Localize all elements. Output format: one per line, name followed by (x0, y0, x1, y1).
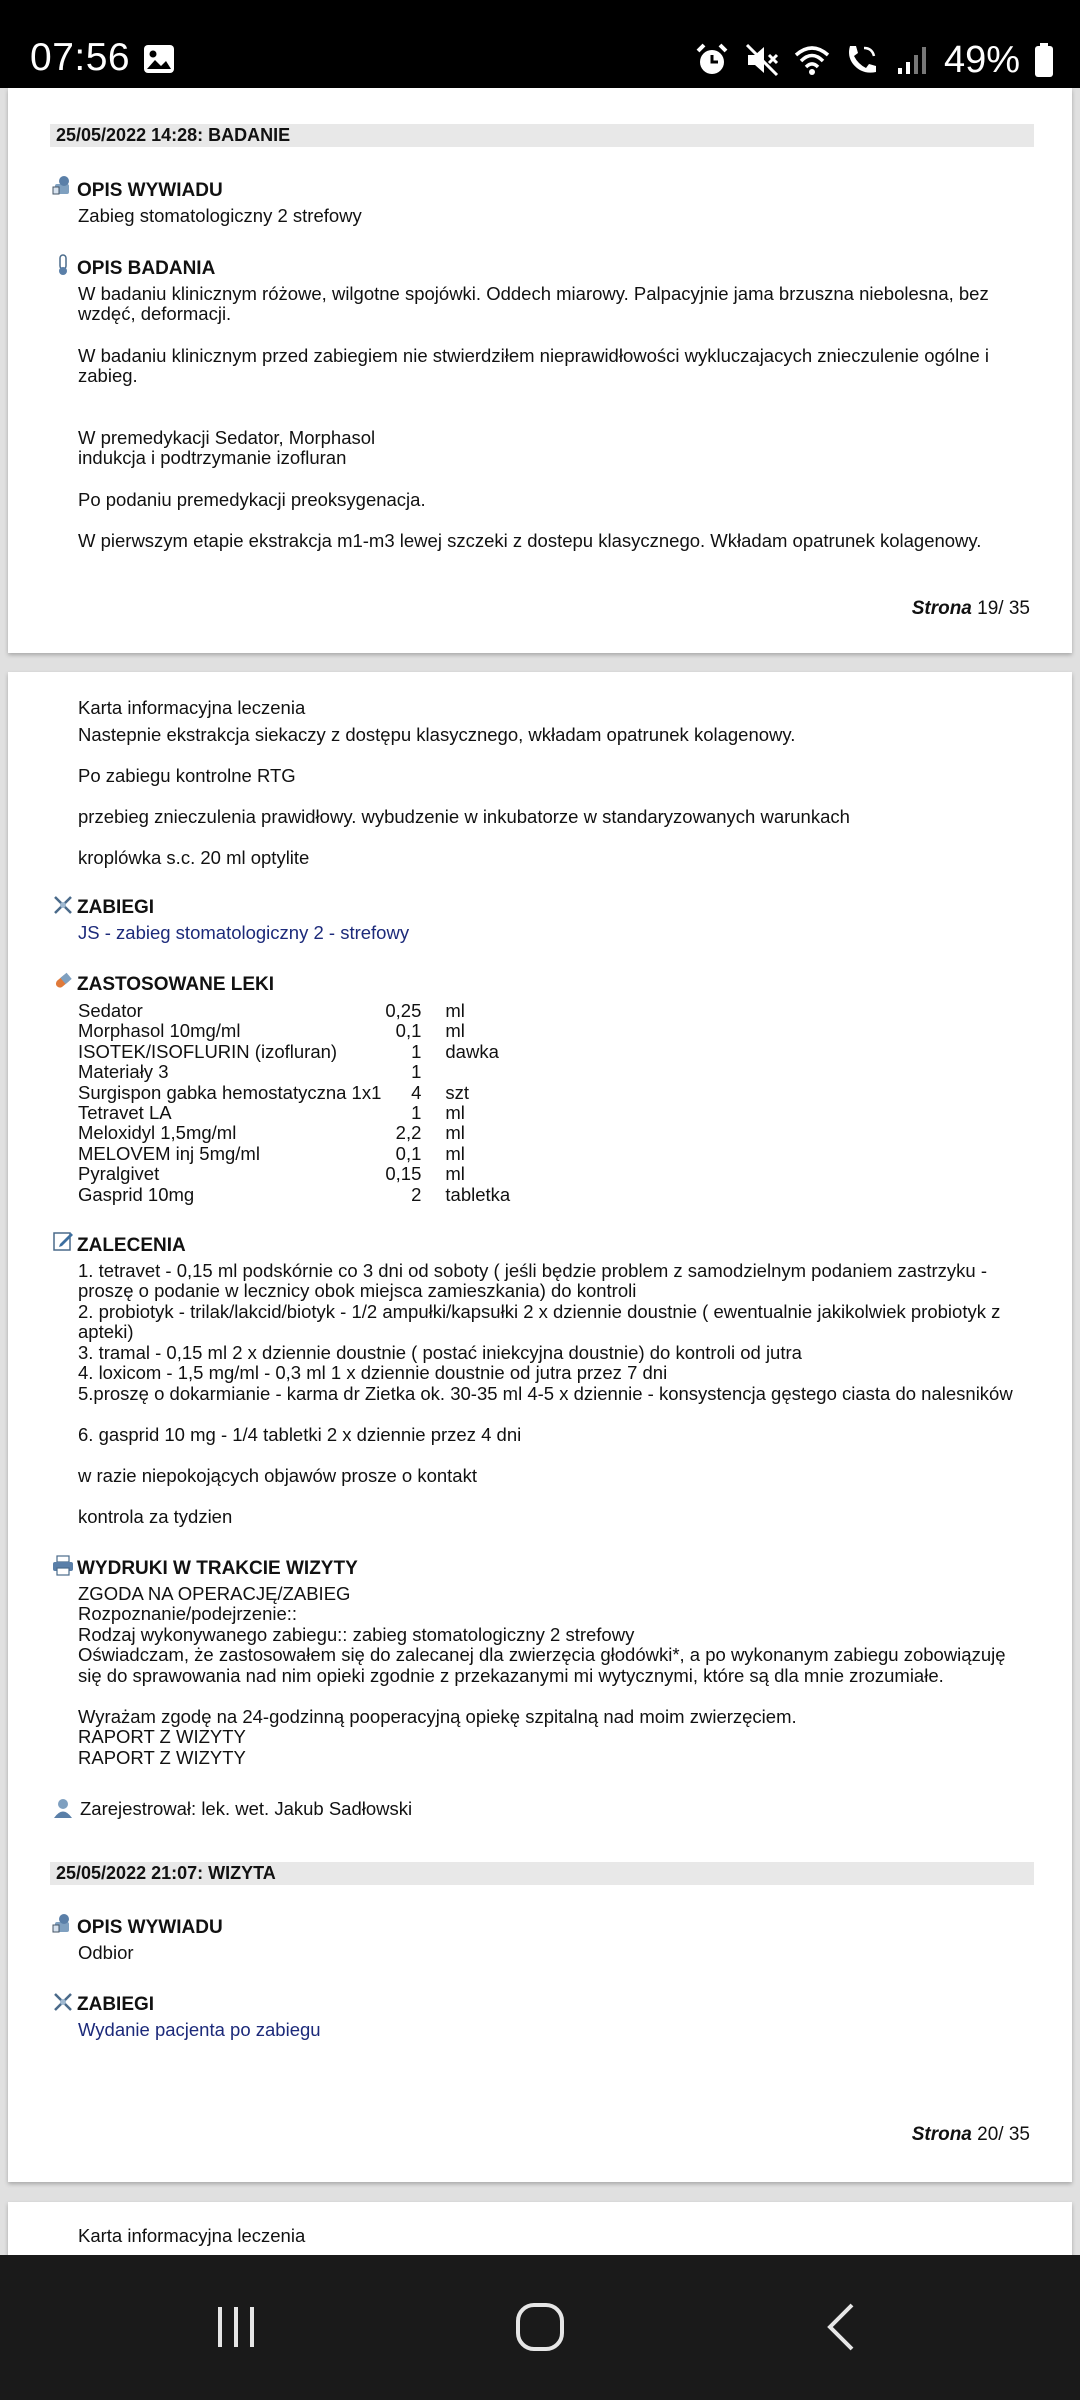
interview-icon (52, 174, 74, 196)
status-bar (0, 0, 1080, 88)
lek-qty: 1 (411, 1061, 422, 1083)
leki-table (78, 1001, 545, 1205)
badanie-line: Po zabiegu kontrolne RTG (78, 765, 296, 786)
lek-name: Pyralgivet (78, 1163, 160, 1185)
mute-icon (744, 42, 780, 78)
wydruk-line: RAPORT Z WIZYTY (78, 1726, 246, 1747)
lek-unit: dawka (445, 1040, 499, 1062)
lek-name: ISOTEK/ISOFLURIN (izofluran) (78, 1040, 338, 1062)
leki-row (78, 1062, 545, 1082)
leki-row (78, 1021, 545, 1041)
lek-unit: ml (445, 1163, 465, 1185)
zalecenie-line: 2. probiotyk - trilak/lakcid/biotyk - 1/2 ampułki/kapsułki 2 x dziennie doustnie ( ewentualnie jakikolwiek probiotyk z (78, 1301, 1001, 1322)
back-icon[interactable] (814, 2297, 874, 2357)
lek-name: Sedator (78, 1000, 143, 1021)
registered-by: Zarejestrował: lek. wet. Jakub Sadłowski (80, 1798, 413, 1819)
zalecenie-line: 5.proszę o dokarmianie - karma dr Zietka ok. 30-35 ml 4-5 x dziennie - konsystencja gęstego ciasta do nalesników (78, 1383, 1013, 1404)
printer-icon (52, 1554, 74, 1576)
wydruk-line: Rozpoznanie/podejrzenie:: (78, 1603, 298, 1624)
zalecenie-line: 3. tramal - 0,15 ml 2 x dziennie doustnie ( postać iniekcyjna doustnie) do kontroli od jutra (78, 1342, 802, 1363)
edit-note-icon (52, 1230, 74, 1252)
section-title-zalecenia: ZALECENIA (77, 1235, 186, 1256)
lek-name: Surgispon gabka hemostatyczna 1x1 (78, 1081, 382, 1103)
lek-unit: szt (445, 1081, 470, 1103)
badanie-line: W pierwszym etapie ekstrakcja m1-m3 lewej szczeki z dostepu klasycznego. Wkładam opatrunek kolagenowy. (78, 530, 982, 551)
wydruk-line: Rodzaj wykonywanego zabiegu:: zabieg stomatologiczny 2 strefowy (78, 1624, 635, 1645)
entry-header-wizyta: 25/05/2022 21:07: WIZYTA (50, 1862, 1034, 1885)
lek-qty: 2 (411, 1183, 422, 1205)
lek-unit: ml (445, 1102, 465, 1124)
page-number-value: 19/ 35 (971, 598, 1030, 619)
page-number (912, 598, 1030, 620)
lek-qty: 2,2 (395, 1122, 422, 1144)
opis-wywiadu-text: Odbior (78, 1942, 134, 1963)
section-title-zastosowane-leki: ZASTOSOWANE LEKI (77, 974, 275, 995)
section-title-zabiegi: ZABIEGI (77, 1994, 155, 2015)
leki-row (78, 1103, 545, 1123)
section-title-opis-badania: OPIS BADANIA (77, 258, 216, 279)
wydruk-line: ZGODA NA OPERACJĘ/ZABIEG (78, 1583, 351, 1604)
lek-name: Gasprid 10mg (78, 1183, 195, 1205)
alarm-icon (694, 42, 730, 78)
zalecenie-line: 6. gasprid 10 mg - 1/4 tabletki 2 x dziennie przez 4 dni (78, 1424, 522, 1445)
lek-name: Meloxidyl 1,5mg/ml (78, 1122, 237, 1144)
badanie-line: przebieg znieczulenia prawidłowy. wybudzenie w inkubatorze w standaryzowanych warunkach (78, 806, 850, 827)
lek-qty: 1 (411, 1040, 422, 1062)
lek-name: Morphasol 10mg/ml (78, 1020, 241, 1042)
wifi-icon (794, 42, 830, 78)
home-icon[interactable] (510, 2297, 570, 2357)
zalecenie-line: kontrola za tydzien (78, 1506, 233, 1527)
navigation-bar (0, 2255, 1080, 2400)
battery-percent: 49% (943, 38, 1020, 81)
badanie-line: zabieg. (78, 365, 138, 386)
leki-row (78, 1185, 545, 1205)
badanie-line: W badaniu klinicznym różowe, wilgotne spojówki. Oddech miarowy. Palpacyjnie jama brzuszna niebolesna, bez (78, 283, 989, 304)
zalecenie-line: 4. loxicom - 1,5 mg/ml - 0,3 ml 1 x dziennie doustnie od jutra przez 7 dni (78, 1362, 668, 1383)
section-title-zabiegi: ZABIEGI (77, 897, 155, 918)
wydruk-line: Oświadczam, że zastosowałem się do zalecanej dla zwierzęcia głodówki*, a po wykonanym zabiegu zobowiązuję (78, 1644, 1006, 1665)
leki-row (78, 1123, 545, 1143)
lek-unit: tabletka (445, 1183, 511, 1205)
lek-unit: ml (445, 1020, 465, 1042)
lek-name: MELOVEM inj 5mg/ml (78, 1142, 260, 1164)
leki-row (78, 1144, 545, 1164)
zabieg-link[interactable]: Wydanie pacjenta po zabiegu (78, 2019, 321, 2040)
badanie-line: indukcja i podtrzymanie izofluran (78, 447, 347, 468)
user-icon (52, 1797, 74, 1819)
signal-icon (894, 42, 930, 78)
badanie-line: wzdęć, deformacji. (78, 303, 232, 324)
status-time: 07:56 (30, 36, 131, 79)
lek-unit: ml (445, 1000, 465, 1021)
page-running-header: Karta informacyjna leczenia (78, 697, 306, 718)
wydruk-line: Wyrażam zgodę na 24-godzinną pooperacyjną opiekę szpitalną nad moim zwierzęciem. (78, 1706, 797, 1727)
interview-icon (52, 1912, 74, 1934)
section-title-wydruki: WYDRUKI W TRAKCIE WIZYTY (77, 1558, 358, 1579)
badanie-line: Nastepnie ekstrakcja siekaczy z dostępu klasycznego, wkładam opatrunek kolagenowy. (78, 724, 796, 745)
zalecenie-line: w razie niepokojących objawów prosze o kontakt (78, 1465, 477, 1486)
lek-unit: ml (445, 1142, 465, 1164)
lek-qty: 0,25 (385, 1000, 422, 1021)
entry-header-badanie: 25/05/2022 14:28: BADANIE (50, 124, 1034, 147)
opis-wywiadu-text: Zabieg stomatologiczny 2 strefowy (78, 205, 362, 226)
procedure-icon (52, 1991, 74, 2013)
lek-qty: 1 (411, 1102, 422, 1124)
badanie-line: kroplówka s.c. 20 ml optylite (78, 847, 310, 868)
procedure-icon (52, 894, 74, 916)
lek-qty: 4 (411, 1081, 422, 1103)
lek-name: Materiały 3 (78, 1061, 169, 1083)
zalecenie-line: proszę o podanie w lecznicy obok miejsca zamieszkania) do kontroli (78, 1280, 637, 1301)
wydruk-line: RAPORT Z WIZYTY (78, 1747, 246, 1768)
leki-row (78, 1042, 545, 1062)
page-number (912, 2124, 1030, 2146)
status-icons (694, 36, 1054, 84)
wifi-call-icon (844, 42, 880, 78)
document-page-19 (8, 88, 1072, 653)
zalecenie-line: apteki) (78, 1321, 134, 1342)
lek-unit (445, 1062, 545, 1082)
badanie-line: W premedykacji Sedator, Morphasol (78, 427, 376, 448)
zabieg-link[interactable]: JS - zabieg stomatologiczny 2 - strefowy (78, 922, 410, 943)
section-title-opis-wywiadu: OPIS WYWIADU (77, 1917, 223, 1938)
document-page-20 (8, 672, 1072, 2182)
battery-icon (1034, 42, 1054, 78)
page-number-value: 20/ 35 (971, 2124, 1030, 2145)
page-number-label: Strona (911, 598, 972, 619)
page-number-label: Strona (911, 2124, 972, 2145)
thermometer-icon (52, 254, 74, 276)
leki-row (78, 1001, 545, 1021)
lek-unit: ml (445, 1122, 465, 1144)
zalecenie-line: 1. tetravet - 0,15 ml podskórnie co 3 dni od soboty ( jeśli będzie problem z samodzielnym podaniem zastrzyku - (78, 1260, 987, 1281)
leki-row (78, 1164, 545, 1184)
badanie-line: W badaniu klinicznym przed zabiegiem nie stwierdziłem nieprawidłowości wykluczajacych znieczulenie ogólne i (78, 345, 990, 366)
lek-qty: 0,1 (395, 1142, 422, 1164)
medication-icon (52, 970, 74, 992)
page-running-header: Karta informacyjna leczenia (78, 2225, 306, 2246)
wydruk-line: się do sprawowania nad nim opieki zgodnie z przekazanymi mi wytycznymi, które są dla mnie zrozumiałe. (78, 1665, 944, 1686)
gallery-icon (143, 44, 175, 74)
section-title-opis-wywiadu: OPIS WYWIADU (77, 180, 223, 201)
lek-name: Tetravet LA (78, 1102, 172, 1124)
badanie-line: Po podaniu premedykacji preoksygenacja. (78, 489, 426, 510)
leki-row (78, 1083, 545, 1103)
lek-qty: 0,15 (385, 1163, 422, 1185)
lek-qty: 0,1 (395, 1020, 422, 1042)
recent-apps-icon[interactable] (206, 2297, 266, 2357)
